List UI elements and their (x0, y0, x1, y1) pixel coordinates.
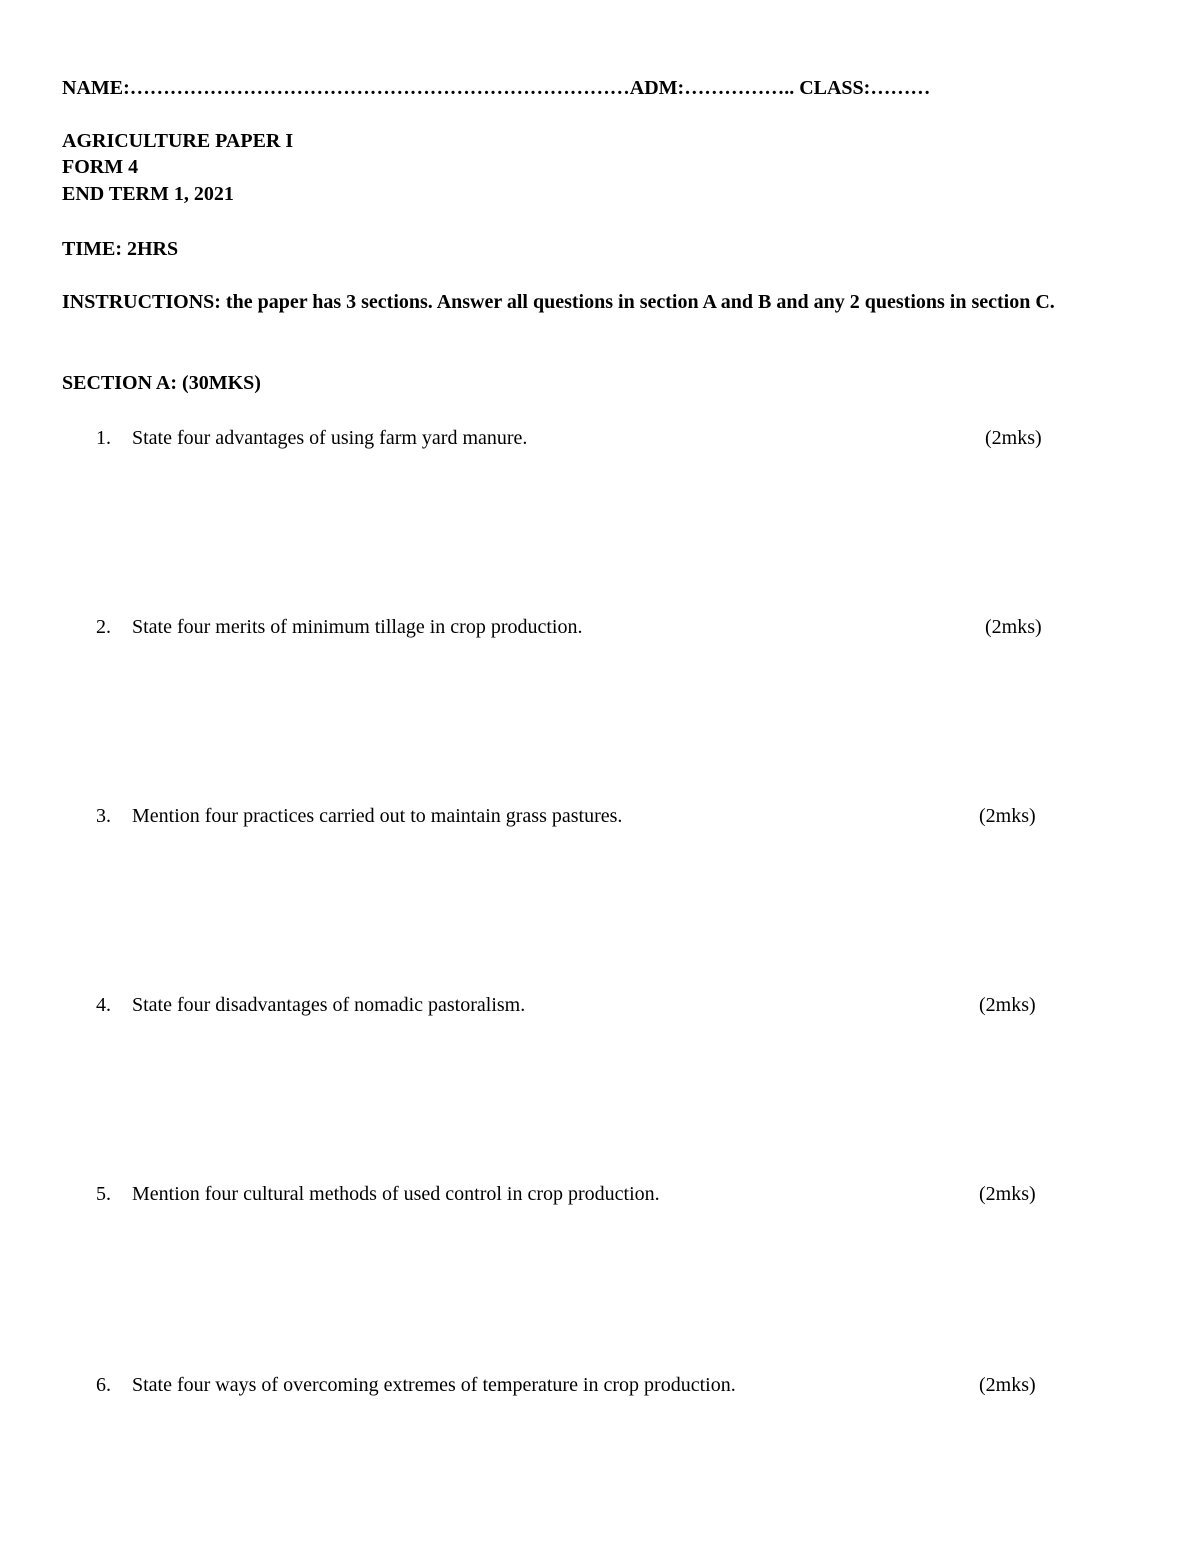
question-text: State four advantages of using farm yard manure. (132, 427, 528, 449)
time-label: TIME: 2HRS (62, 238, 179, 260)
question-marks: (2mks) (985, 616, 1042, 638)
question-marks: (2mks) (979, 1183, 1036, 1205)
question-6 (0, 1372, 1200, 1402)
question-4 (0, 992, 1200, 1022)
question-number: 1. (96, 427, 111, 449)
adm-blank: …………….. (684, 77, 795, 99)
paper-title: AGRICULTURE PAPER I (62, 130, 294, 152)
class-blank: ……… (870, 77, 931, 99)
question-5 (0, 1181, 1200, 1211)
question-number: 5. (96, 1183, 111, 1205)
question-3 (0, 803, 1200, 833)
term-label: END TERM 1, 2021 (62, 183, 234, 205)
question-marks: (2mks) (979, 994, 1036, 1016)
name-label: NAME: (62, 77, 130, 99)
question-text: State four disadvantages of nomadic pastoralism. (132, 994, 526, 1016)
form-label: FORM 4 (62, 156, 139, 178)
question-marks: (2mks) (979, 1374, 1036, 1396)
adm-label: ADM: (629, 77, 685, 99)
question-1 (0, 425, 1200, 455)
instructions-text: INSTRUCTIONS: the paper has 3 sections. Answer all questions in section A and B and any 2 questions in section C. (62, 291, 1055, 313)
question-number: 6. (96, 1374, 111, 1396)
question-number: 4. (96, 994, 111, 1016)
name-blank: ………………………………………………………………… (129, 77, 630, 99)
section-a-heading: SECTION A: (30MKS) (62, 372, 261, 394)
question-number: 2. (96, 616, 111, 638)
question-number: 3. (96, 805, 111, 827)
class-label: CLASS: (799, 77, 871, 99)
question-text: State four merits of minimum tillage in crop production. (132, 616, 583, 638)
question-text: Mention four practices carried out to maintain grass pastures. (132, 805, 623, 827)
question-marks: (2mks) (985, 427, 1042, 449)
question-text: Mention four cultural methods of used control in crop production. (132, 1183, 660, 1205)
question-marks: (2mks) (979, 805, 1036, 827)
question-2 (0, 614, 1200, 644)
student-details-line (62, 75, 930, 101)
question-text: State four ways of overcoming extremes of temperature in crop production. (132, 1374, 736, 1396)
